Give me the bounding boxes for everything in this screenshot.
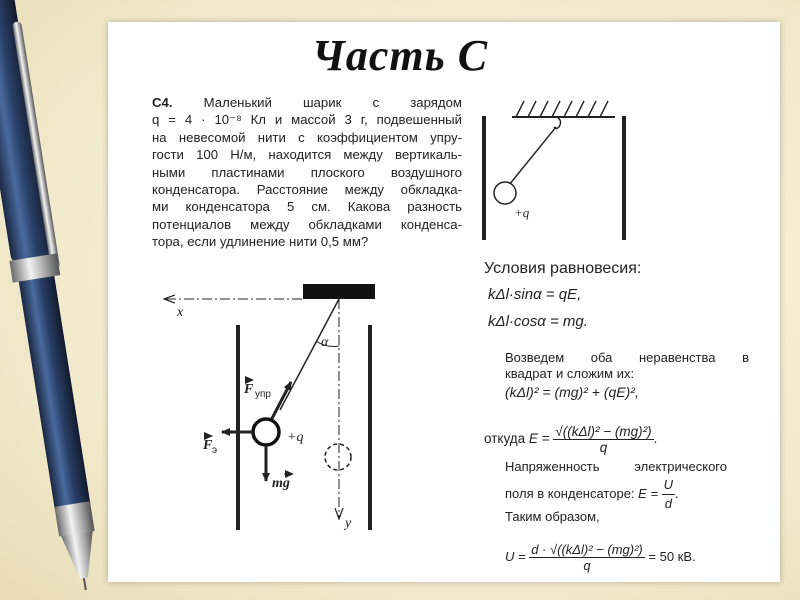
x-axis-label: x [177,305,184,320]
formula-e: откуда E = $\frac{\text{√((kΔl)² − (mg)²)}}{q}$ . [484,424,658,455]
solution-heading: Условия равновесия: [484,260,642,277]
force-electric-label: F [203,438,213,453]
equation-3: (kΔl)² = (mg)² + (qE)², [505,384,639,400]
problem-label: С4. [152,95,173,110]
solution-paragraph-1: Возведем оба неравенства в квадрат и сложим их: [505,350,749,381]
slide-title: Часть С [311,31,489,80]
equation-1: kΔl·sinα = qE, [488,286,582,303]
force-elastic-sub: упр [255,389,271,400]
answer-value: = 50 кВ. [648,548,696,564]
ceiling-block [303,284,375,299]
equation-2: kΔl·cosα = mg. [488,313,588,330]
y-axis-label: y [345,516,352,531]
force-elastic-label: F [244,382,254,397]
big-charge-label: +q [287,430,304,445]
angle-label: α [321,335,329,350]
force-electric-sub: э [212,445,218,456]
gravity-label: mg [272,476,290,491]
formula-u: U = $\frac{\text{d · √((kΔl)² − (mg)²)}}{q}$ = 50 кВ. [505,542,696,573]
solution-paragraph-2: Напряженность электрического поля в конденсаторе: E = $\frac{U}{d}$ . [505,459,727,511]
problem-text: С4. Маленький шарик с зарядом q = 4 · 10⁻⁸ Кл и массой 3 г, подвешенный на невесомой нити с коэффициентом упру- гости 100 Н/м, находится между вертикаль- ными пластинами плоского воздушного конденсатора. Расстояние между обкладка- ми конденсатора 5 см. Какова разность потенциалов между обкладками конденса- тора, если удлинение нити 0,5 мм? [152,95,462,250]
ball-equilibrium-ghost [325,444,351,470]
thread [280,299,339,410]
solution-conclusion: Таким образом, [505,509,600,524]
small-charge-label: +q [514,205,530,220]
ball [253,419,279,445]
